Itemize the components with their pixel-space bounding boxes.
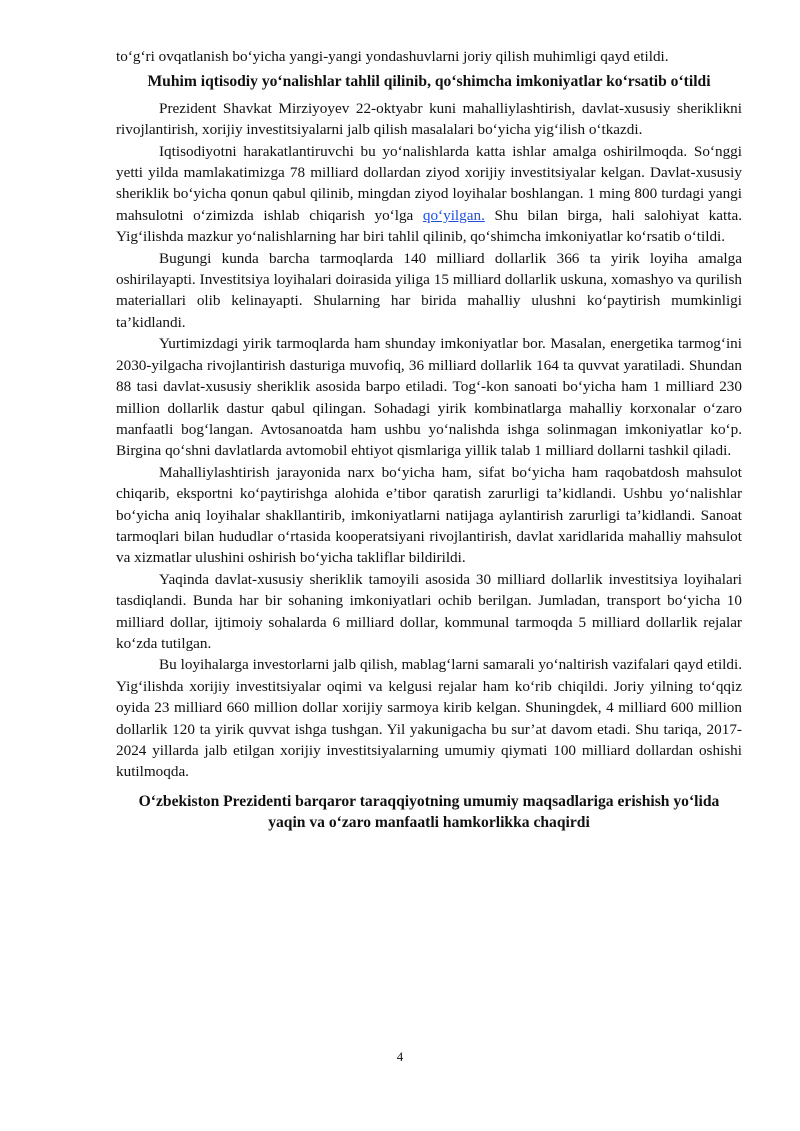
paragraph-localization: Mahalliylashtirish jarayonida narx bo‘yicha ham, sifat bo‘yicha ham raqobatdosh mahsulot chiqarib, eksportni ko‘paytirishga alohida e’tibor qaratish zarurligi ta’kidlandi. Ushbu yo‘nalishlar bo‘yicha aniq loyihalar shakllantirib, imkoniyatlarni natijaga aylantirish zarurligi ta’kidlandi. Sanoat tarmoqlari bilan hududlar o‘rtasida kooperatsiyani rivojlantirish, davlat xaridlarida mahalliy mahsulot va xizmatlar ulushini oshirish bo‘yicha takliflar bildirildi. [116,463,742,567]
paragraph-industry-opportunities: Yurtimizdagi yirik tarmoqlarda ham shunday imkoniyatlar bor. Masalan, energetika tarmog‘ini 2030-yilgacha rivojlantirish dasturiga muvofiq, 36 milliard dollarlik 164 ta quvvat yaratiladi. Shundan 88 tasi davlat-xususiy sheriklik asosida barpo etiladi. Tog‘-kon sanoati bo‘yicha ham 1 milliard 230 million dollarlik dastur qabul qilingan. Sohadagi yirik kombinatlarga mahalliy korxonalar o‘zaro manfaatli bog‘langan. Avtosanoatda ham ushbu yo‘nalishda ishga solinmagan imkoniyatlar ko‘p. Birgina qo‘shni davlatlarda avtomobil ehtiyot qismlariga yillik talab 1 milliard dollarni tashkil qiladi. [116,335,742,460]
hyperlink-qoyilgan[interactable]: qo‘yilgan. [422,206,485,224]
paragraph-large-projects: Bugungi kunda barcha tarmoqlarda 140 milliard dollarlik 366 ta yirik loyiha amalga oshirilayapti. Investitsiya loyihalari doirasida yiliga 15 milliard dollarlik uskuna, xomashyo va qurilish materiallari olib kelinayapti. Shularning har birida mahalliy ulushni ko‘paytirish mumkinligi ta’kidlandi. [116,249,742,331]
paragraph-text-after-link: Shu bilan birga, hali salohiyat katta. Yig‘ilishda mazkur yo‘nalishlarning har biri tahlil qilinib, qo‘shimcha imkoniyatlar ko‘rsatib o‘tildi. [116,206,742,246]
paragraph-foreign-investment-flow: Bu loyihalarga investorlarni jalb qilish, mablag‘larni samarali yo‘naltirish vazifalari qayd etildi. Yig‘ilishda xorijiy investitsiyalar oqimi va kelgusi rejalar ham ko‘rib chiqildi. Joriy yilning to‘qqiz oyida 23 milliard 660 million dollar xorijiy sarmoya kirib kelgan. Shuningdek, 4 milliard 600 million dollarlik 120 ta yirik quvvat ishga tushgan. Yil yakunigacha bu sur’at davom etadi. Shu tariqa, 2017-2024 yillarda jalb etilgan xorijiy investitsiyalarning umumiy qiymati 100 milliard dollardan oshishi kutilmoqda. [116,656,742,781]
page-number: 4 [396,1049,404,1064]
section-heading-economic-directions: Muhim iqtisodiy yo‘nalishlar tahlil qilinib, qo‘shimcha imkoniyatlar ko‘rsatib o‘tildi [147,73,711,91]
paragraph-text-before-link: Iqtisodiyotni harakatlantiruvchi bu yo‘nalishlarda katta ishlar amalga oshirilmoqda. So‘nggi yetti yilda mamlakatimizga 78 milliard dollardan ziyod xorijiy investitsiyalar kelgan. Davlat-xususiy sheriklik bo‘yicha qonun qabul qilinib, mingdan ziyod loyihalar boshlangan. 1 ming 800 turdagi yangi mahsulotni o‘zimizda ishlab chiqarish yo‘lga [116,142,742,224]
intro-paragraph: to‘g‘ri ovqatlanish bo‘yicha yangi-yangi yondashuvlarni joriy qilish muhimligi qayd etildi. [116,48,669,65]
section-heading-sustainable-development: O‘zbekiston Prezidenti barqaror taraqqiyotning umumiy maqsadlariga erishish yo‘lida yaqin va o‘zaro manfaatli hamkorlikka chaqirdi [138,792,720,832]
paragraph-meeting-announcement: Prezident Shavkat Mirziyoyev 22-oktyabr kuni mahalliylashtirish, davlat-xususiy sheriklikni rivojlantirish, xorijiy investitsiyalarni jalb qilish masalalari bo‘yicha yig‘ilish o‘tkazdi. [116,99,742,139]
document-page [116,46,742,839]
paragraph-public-private-partnership: Yaqinda davlat-xususiy sheriklik tamoyili asosida 30 milliard dollarlik investitsiya loyihalari tasdiqlandi. Bunda har bir sohaning imkoniyatlari ochib berilgan. Jumladan, transport bo‘yicha 10 milliard dollar, ijtimoiy sohalarda 6 milliard dollar, kommunal tarmoqda 5 milliard dollarlik rejalar ko‘zda tutilgan. [116,570,742,652]
paragraph-investments-overview [116,141,742,248]
